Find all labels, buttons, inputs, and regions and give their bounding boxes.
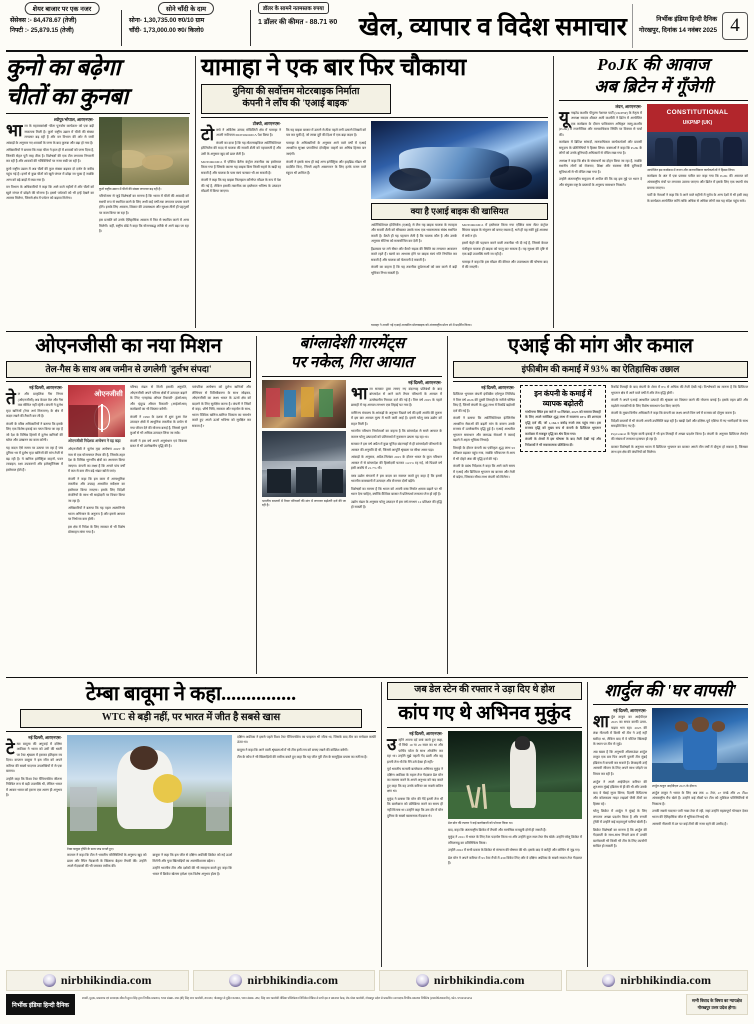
sensex-value: सेंसेक्स :- 84,478.67 (तेजी) [10,17,77,24]
pojk-headline-line1: PoJK की आवाज [597,55,710,74]
ai-demand-headline: एआई की मांग और कमाल [508,335,693,357]
garments-factory-photo [262,431,346,497]
ai-sidebox-title-line2: व्यापक बढ़ोतरी [542,398,584,408]
yamaha-ai-box-column-2: MOTOROiD:Λ में इस्तेमाल किया गया एक्टिव मास सेंटर कंट्रोल सिस्टम बाइक के संतुलन को बनाए रखता है, भले ही वह रुकी हुई अवस्था में क्यों न हो। इसमें चेहरे की पहचान करने वाली तकनीक भी दी गई है, जिससे केवल पंजीकृत चालक ही बाइक को चालू कर सकता है। यह सुरक्षा की दृष्टि से एक बड़ी उपलब्धि मानी जा रही है। यामाहा ने कहा कि इस मॉडल की कीमत और उपलब्धता की घोषणा बाद में की जाएगी। [462,222,548,270]
article-ongc [6,336,251,674]
article-yamaha [201,56,548,328]
nifty-value: निफ्टी :- 25,879.15 (तेजी) [10,27,74,35]
bavuma-dateline: नई दिल्ली, आरएनएस- [28,734,62,740]
footer-website-link[interactable] [566,970,749,991]
ongc-body-column-2: ओएनजीसी ओएनजीसी निदेशक अन्वेषण ने यह कहा ओएनजीसी ने 'दुर्लभ मृदा अन्वेषण 2025' के नाम से एक योजनागत तैयार की है, जिसके तहत देश के विभिन्न भूगर्भीय क्षेत्रों का अध्ययन किया जाएगा। कंपनी का लक्ष्य है कि अगले पांच वर्षों में कम से कम तीन बड़े भंडार खोजे जाएं। कंपनी ने कहा कि इस काम में अत्याधुनिक तकनीक और उपग्रह आधारित सर्वेक्षण का इस्तेमाल किया जाएगा। इसके लिए विदेशी कंपनियों के साथ भी साझेदारी पर विचार किया जा रहा है। अधिकारियों ने बताया कि यह पहल आत्मनिर्भर भारत अभियान के अनुरूप है और इससे आयात पर निर्भरता कम होगी। इस क्षेत्र में निवेश के लिए सरकार से भी विशेष प्रोत्साहन मांगा गया है। [68,385,125,674]
bavuma-photo-caption: टेम्बा बावूमा ट्रॉफी के साथ जश्न मनाते हुए। [67,846,114,851]
divider [195,56,196,328]
dale-steyn-subhead-box: जब डेल स्टेन की रफ्तार ने उड़ा दिए थे होश [387,682,582,700]
jurisdiction-note [686,994,748,1015]
ai-demand-highlight-box: इन कंपनी के कमाई में व्यापक बढ़ोतरी गांधीनगर स्थित इस फर्म ने 30 सितंबर, 2025 को समाप्त तिमाही के लिए अपने समेकित शुद्ध लाभ में सालाना 93% की शानदार वृद्धि दर्ज की, जो 1,164.3 करोड़ रुपये तक पहुंच गया। इस राजस्व वृद्धि को मुख्य रूप से कंपनी के डिजिटल भुगतान कारोबार में मजबूत वृद्धि का श्रेय दिया गया। कंपनी के शेयरों में इस घोषणा के बाद तेजी देखी गई और निवेशकों ने भी सकारात्मक प्रतिक्रिया दी। [520,385,606,452]
dale-steyn-photo [448,731,582,819]
footer-website-link[interactable] [379,970,562,991]
ongc-logo-text: ओएनजीसी [94,390,123,399]
shardul-headline: शार्दुल की 'घर वापसी' [604,681,737,700]
kuno-headline-line1: कुनो का बढ़ेगा [6,55,121,80]
dollar-pill-label: डॉलर के सामने नतमस्तक रुपया [258,2,329,14]
page-number: 4 [722,12,748,40]
divider [256,336,257,674]
dale-steyn-headline: कांप गए थे अभिनव मुकुंद [398,702,571,724]
dale-steyn-body-column-1: नई दिल्ली, आरएनएस- उन्होंने अपना दर्द बयां करते हुए कहा, 'मैं सिर्फ 19 या 20 साल का था और पार्थिव पटेल के साथ ओपनिंग कर रहा था। उन्होंने मुझे पहली गेंद डाली और वह इतनी तेज थी कि मैंने उसे देखा ही नहीं।' पूर्व भारतीय सलामी बल्लेबाज अभिनव मुकुंद ने दक्षिण अफ्रीका के महान तेज गेंदबाज डेल स्टेन का सामना करने के अपने अनुभव को याद करते हुए कहा कि वह उनके करियर का सबसे कठिन क्षण था। मुकुंद ने बताया कि स्टेन की गेंदें इतनी तेज थीं कि बल्लेबाज को प्रतिक्रिया करने का समय ही नहीं मिलता था। उन्होंने कहा कि उस दौर में स्टेन दुनिया के सबसे खतरनाक गेंदबाज थे। [387,730,443,818]
yamaha-body-column-1: टोक्यो, आरएनएस- टोक्यो ने अर्विशेष उत्पाद मोबिलिटी क्षेत्र में यामाहा ने अपनी नवीनतम MOTOROiD:Λ पेश किया है। कंपनी का दावा है कि यह मोटरसाइकिल आर्टिफिशियल इंटेलिजेंस की मदद से चालक की सवारी शैली को पहचानती है और उसी के अनुसार खुद को ढाल लेती है। MOTOROiD:Λ में एक्टिव बैलेंस कंट्रोल तकनीक का इस्तेमाल किया गया है जिसके कारण यह बाइक बिना किसी सहारे के खड़ी रह सकती है और चालक के पास स्वयं चलकर भी आ सकती है। कंपनी ने कहा कि यह बाइक फिलहाल कॉन्सेप्ट मॉडल के रूप में पेश की गई है, लेकिन इसकी तकनीक का इस्तेमाल भविष्य के उत्पादन मॉडलों में किया जाएगा। [201,120,281,194]
kuno-body-column-2: कुनो राष्ट्रीय उद्यान में चीतों की संख्या लगातार बढ़ रही है। परियोजना से जुड़े विशेषज्ञों का मानना है कि भारत में चीतों की आबादी को स्थायी रूप से स्थापित करने के लिए अभी कई वर्षों तक लगातार प्रयास करने होंगे। इसके लिए आवास, शिकार की उपलब्धता और सुरक्षा तीनों ही पहलुओं पर काम किया जा रहा है। इस प्रजाति को उनके ऐतिहासिक आवास में फिर से स्थापित करने में अगर मिलेगी। वहीं, राष्ट्रीय बोर्ड ने कहा कि योजनाबद्ध तरीके से आगे बढ़ा जा रहा है। [99,117,189,328]
pojk-headline-line2: अब ब्रिटेन में गूँजेगी [594,76,713,96]
footer-url-text: nirbhikindia.com [620,973,712,987]
article-shardul [593,682,748,967]
ongc-dateline: नई दिल्ली, आरएनएस- [29,385,63,391]
garments-photo-caption: भारतीय बाजारों में तैयार परिधानों की मांग में लगातार बढ़ोतरी दर्ज की जा रही है। [262,498,346,508]
imprint-badge: निर्भीक इंडिया हिन्दी दैनिक [6,994,75,1015]
yamaha-bike-photo [371,121,548,199]
yamaha-dateline: टोक्यो, आरएनएस- [252,120,281,126]
article-pojk [559,56,748,328]
garments-media-column [262,380,346,674]
yamaha-ai-box-column-1: आर्टिफिशियल इंटेलिजेंस (एआई) से लैस यह बाइक चालक के व्यवहार और सवारी शैली को सीखकर उसके साथ एक भावनात्मक संबंध स्थापित करती है। बैठते ही यह पहचान लेती है कि चालक कौन है और उसके अनुसार सेटिंग्स को समायोजित कर देती है। हैंडलबार पर लगे सेंसर और कैमरे सड़क की स्थिति का लगातार आकलन करते रहते हैं। खतरे का आभास होने पर बाइक स्वयं गति नियंत्रित कर सकती है और चालक को चेतावनी दे सकती है। कंपनी का कहना है कि यह तकनीक दुर्घटनाओं को कम करने में बड़ी भूमिका निभा सकती है। [371,222,457,275]
pojk-photo [647,104,748,166]
divider [587,682,588,967]
bavuma-headline: टेम्बा बावूमा ने कहा............... [85,683,297,705]
garments-dropcap: भा [351,383,368,403]
divider [447,336,448,674]
band-bottom [6,682,748,967]
yamaha-subhead-box [201,84,391,114]
imprint-bar [6,994,748,1015]
footer-website-link[interactable] [6,970,189,991]
yamaha-ai-box-title: क्या है एआई बाइक की खासियत [371,203,548,220]
ongc-body-column-1: नई दिल्ली, आरएनएस- तेल और प्राकृतिक गैस निगम (ओएनजीसी) अब केवल तेल और गैस तक सीमित नहीं रहेगी। कंपनी ने दुर्लभ मृदा खनिजों (रेयर अर्थ मिनरल्स) के क्षेत्र में कदम रखने की तैयारी कर ली है। कंपनी के वरिष्ठ अधिकारियों ने बताया कि इसके लिए एक विशेष इकाई का गठन किया जा रहा है जो देश के विभिन्न हिस्सों में दुर्लभ खनिजों की खोज और उत्खनन का काम करेगी। यह कदम ऐसे समय पर उठाया जा रहा है जब दुनिया भर में दुर्लभ मृदा खनिजों की मांग तेजी से बढ़ रही है। ये खनिज इलेक्ट्रिक वाहनों, पवन टरबाइन, रक्षा उपकरणों और इलेक्ट्रॉनिक्स में इस्तेमाल होते हैं। [6,385,63,472]
footer-website-link[interactable] [193,970,376,991]
pojk-dateline: लंदन, आरएनएस- [615,103,642,109]
yamaha-dropcap: टो [201,124,214,144]
footer-website-strip [6,970,748,991]
masthead [6,4,748,52]
ongc-dropcap: ते [6,389,16,409]
divider [250,10,251,46]
divider [381,682,382,967]
jurisdiction-line2: गोरखपुर उत्तर प्रदेश होगा। [697,1004,737,1010]
article-garments [262,336,442,674]
kuno-photo-caption: कुनो राष्ट्रीय उद्यान में चीतों की संख्या लगातार बढ़ रही है। [99,187,162,192]
nirbhik-logo-icon [43,974,56,987]
shardul-photo-caption: शार्दुल ठाकुर आईपीएल 2025 के दौरान। [652,783,698,788]
pojk-body-column-1: लंदन, आरएनएस- यूनाइटेड कश्मीर पीपुल्स नेशनल पार्टी (UKPNP) के नेतृत्व में अध्यक्ष सरदार शौकत अली कश्मीरी ने ब्रिटेन में आयोजित एक कार्यक्रम के दौरान पाकिस्तान अधिकृत जम्मू-कश्मीर (PoJK) में राजनीतिक और मानवाधिकार स्थिति पर विस्तार से चर्चा की। कार्यक्रम में ब्रिटिश सांसदों, मानवाधिकार कार्यकर्ताओं और प्रवासी समुदाय के प्रतिनिधियों ने हिस्सा लिया। वक्ताओं ने कहा कि PoJK के लोगों को उनके बुनियादी अधिकारों से वंचित रखा गया है। अध्यक्ष ने कहा कि क्षेत्र के संसाधनों का दोहन किया जा रहा है, जबकि स्थानीय लोगों को रोजगार, शिक्षा और स्वास्थ्य जैसी बुनियादी सुविधाओं से भी वंचित रखा गया है। उन्होंने अंतरराष्ट्रीय समुदाय से अपील की कि वह इस मुद्दे पर ध्यान दे और संयुक्त राष्ट्र के प्रस्तावों के अनुरूप समाधान निकाले। [559,103,642,187]
yamaha-headline: यामाहा ने एक बार फिर चौकाया [201,55,467,81]
ai-demand-dateline: नई दिल्ली, आरएनएस- [481,385,515,391]
bavuma-subhead-box: WTC से बड़ी नहीं, पर भारत में जीत है सबसे खास [20,709,362,728]
ai-demand-body-column-1: नई दिल्ली, आरएनएस- डिजिटल भुगतान कंपनी इंफीबीम एवेन्यूज लिमिटेड ने वित्त वर्ष 2026 की दूसरी तिमाही के नतीजे घोषित किए हैं, जिनमें कंपनी के शुद्ध लाभ में रिकॉर्ड बढ़ोतरी दर्ज की गई है। कंपनी ने बताया कि आर्टिफिशियल इंटेलिजेंस आधारित सेवाओं की बढ़ती मांग के कारण उसके राजस्व में उल्लेखनीय वृद्धि हुई है। एआई आधारित भुगतान समाधान और क्लाउड सेवाओं ने कमाई बढ़ाने में अहम भूमिका निभाई। तिमाही के दौरान कंपनी का एकीकृत शुद्ध लाभ 93 प्रतिशत बढ़कर पहुंच गया, जबकि परिचालन से आय में भी दोहरे अंक की वृद्धि दर्ज की गई। कंपनी के प्रबंध निदेशक ने कहा कि आने वाले समय में एआई और डिजिटल भुगतान का बाजार और तेजी से बढ़ेगा, जिसका सीधा लाभ कंपनी को मिलेगा। [453,385,515,480]
shardul-dropcap: शा [593,711,609,731]
publication-name: निर्भीक इंडिया हिन्दी दैनिक [656,16,717,24]
shardul-dateline: नई दिल्ली, आरएनएस- [613,707,647,713]
bavuma-photo [67,735,232,845]
dale-steyn-dateline: नई दिल्ली, आरएनएस- [409,730,443,736]
pojk-dropcap: यू [559,107,569,127]
silver-rate: चाँदी- 1,73,000.00 रु0/ किलो0 [129,27,204,35]
pojk-body-column-2: CONSTITUTIONAL UKPNP (UK) आयोजित इस कार्यक्रम में राजन और मानवाधिकार कार्यकर्ताओं ने हिस्सा लिया। कार्यक्रम के अंत में एक प्रस्ताव पारित कर कहा गया कि PoJK की आवाज को अंतरराष्ट्रीय मंचों पर लगातार उठाया जाएगा और ब्रिटेन में इसके लिए एक स्थायी मंच बनाया जाएगा। पार्टी के नेताओं ने कहा कि वे आने वाले महीनों में यूरोप के अन्य देशों में भी इसी तरह के कार्यक्रम आयोजित करेंगे ताकि अधिक से अधिक लोगों तक यह संदेश पहुंच सके। [647,104,748,328]
kuno-dateline: श्योपुर/भोपाल, आरएनएस- [53,117,94,123]
bavuma-dropcap: टे [6,738,15,758]
imprint-text: स्वामी, मुद्रक, प्रकाशक एवं सम्पादक श्रीमती सुमन सिंह द्वारा निर्भीक प्रकाशन, भवन संख्या- 282 (बी) सिंह नगर कालोनी, रामनगर, गोरखपुर से मुद्रित कराकर, भवन संख्या- 282, सिंह नगर कालोनी मीडिया पब्लिकेशन लिमिटेड मीडिया से सभी इस व प्रकाशन केन्द्र, लेट-पोस्ट कालोनी, गोरखपुर प्रदेश से प्रकाशित। सम्पादक निर्भीक प्रकाशन लिमिटेड (ज्ञानप्रोफेशनसमीर), फोन- 9554545454 [82,996,473,1000]
divider [121,10,122,46]
dale-steyn-media-column: डेल स्टेन की रफ्तार ने कई बल्लेबाजों को परेशान किया था। बाद, कहा कि अंतरराष्ट्रीय क्रिकेट में तैयारी और मानसिक मजबूती दोनों ही जरूरी हैं। मुकुंद ने 2011 में भारत के लिए टेस्ट पदार्पण किया था और उन्होंने कुल सात टेस्ट मैच खेले। उन्होंने घरेलू क्रिकेट में तमिलनाडु का प्रतिनिधित्व किया। उन्होंने 2022 में सभी प्रकार के क्रिकेट से संन्यास की घोषणा की थी। इसके बाद वे कमेंट्री और कोचिंग से जुड़ गए। डेल स्टेन ने अपने करियर में 93 टेस्ट मैचों में 439 विकेट लिए और वे दक्षिण अफ्रीका के सबसे सफल तेज गेंदबाज हैं। [448,731,582,967]
footer-url-text: nirbhikindia.com [433,973,525,987]
ai-sidebox-title-line1: इन कंपनी के कमाई में [534,389,592,399]
place-and-date: गोरखपुर, दिनांक 14 नवंबर 2025 [638,27,717,34]
nirbhik-logo-icon [416,974,429,987]
kuno-dropcap: भा [6,121,23,141]
shardul-media-column: शार्दुल ठाकुर आईपीएल 2025 के दौरान। शार्दुल ठाकुर ने भारत के लिए अब तक 11 टेस्ट, 47 वनडे और 25 टी20 अंतरराष्ट्रीय मैच खेले हैं। उन्होंने कई मौकों पर टीम को मुश्किल परिस्थितियों से निकाला है। उनकी सबसे यादगार पारी गाबा टेस्ट में रही, जहां उन्होंने महत्वपूर्ण योगदान देकर भारत की ऐतिहासिक जीत में भूमिका निभाई थी। आगामी नीलामी में उन पर कई टीमों की नजर रहने की उम्मीद है। [652,708,748,967]
ongc-subhead-box: तेल-गैस के साथ अब जमीन से उगलेगी 'दुर्लभ संपदा' [6,361,251,378]
dollar-rate-value: 1 डॉलर की कीमत - 88.71 रु0 [258,19,338,26]
garments-headline-line2: पर नकेल, गिरा आयात [290,354,414,372]
ai-demand-sidebox-column [520,385,606,674]
footer-url-text: nirbhikindia.com [60,973,152,987]
page-title-text: खेल, व्यापार व विदेश समाचार [358,14,628,41]
garments-body-column: नई दिल्ली, आरएनएस- भारत सरकार द्वारा लगाए गए बंदरगाह प्रतिबंधों के बाद बांग्लादेश से आने वाले तैयार परिधानों के आयात में उल्लेखनीय गिरावट दर्ज की गई है। वित्त वर्ष 2025 के पहले छमाही में यह आयात लगभग एक तिहाई घट गया है। वाणिज्य मंत्रालय के आंकड़ों के अनुसार पिछले वर्ष की इसी अवधि की तुलना में इस बार आयात मूल्य में भारी कमी आई है। इससे घरेलू वस्त्र उद्योग को राहत मिली है। भारतीय परिधान निर्माताओं का कहना है कि बांग्लादेश से सस्ते आयात के कारण घरेलू उत्पादकों को प्रतिस्पर्धा में नुकसान उठाना पड़ रहा था। सरकार ने इस वर्ष अप्रैल में कुछ चुनिंदा बंदरगाहों से ही बांग्लादेशी परिधानों के आयात की अनुमति दी थी, जिससे आपूर्ति श्रृंखला पर सीधा असर पड़ा। आंकड़ों के अनुसार, अप्रैल-सितंबर 2025 के दौरान भारत के कुल परिधान आयात में से बांग्लादेश की हिस्सेदारी घटकर 14.5% रह गई, जो पिछले वर्ष इसी अवधि में 21.7% थी। वस्त्र उद्योग संगठनों ने इस कदम का स्वागत करते हुए कहा है कि इससे भारतीय कारखानों में उत्पादन और रोजगार दोनों बढ़ेंगे। विशेषज्ञों का मानना है कि भारत को अपनी वस्त्र निर्यात क्षमता बढ़ाने पर भी ध्यान देना चाहिए, क्योंकि वैश्विक बाजार में प्रतिस्पर्धा लगातार तेज हो रही है। उद्योग मंडल के अनुसार घरेलू उत्पादन में इस वर्ष लगभग 12 प्रतिशत की वृद्धि हो सकती है। [351,379,442,510]
nirbhik-logo-icon [229,974,242,987]
stock-market-widget [6,4,118,48]
garments-market-photo [262,380,346,428]
article-dale-steyn [387,682,582,967]
yamaha-subhead-line2: कंपनी ने लाँच की 'एआई बाइक' [242,99,350,110]
dale-steyn-dropcap: उ [387,734,397,754]
kuno-photo [99,117,189,185]
bavuma-body-column-3: दक्षिण अफ्रीका ने इससे पहले विश्व टेस्ट चैंपियनशिप का फाइनल भी जीता था, जिसके बाद टीम का मनोबल काफी ऊंचा था। बावूमा ने कहा कि आने वाली श्रृंखलाओं में भी टीम इसी लय को बनाए रखने की कोशिश करेगी। टीम के कोच ने भी खिलाड़ियों की तारीफ करते हुए कहा कि यह जीत पूरी टीम के सामूहिक प्रयास का नतीजा है। [237,734,376,760]
dale-steyn-photo-caption: डेल स्टेन की रफ्तार ने कई बल्लेबाजों को परेशान किया था। [448,820,513,825]
ongc-headline: ओएनजीसी का नया मिशन [35,335,222,357]
dollar-rate-widget [254,4,354,48]
nirbhik-logo-icon [602,974,615,987]
gold-silver-widget [125,4,247,48]
pojk-photo-caption: आयोजित इस कार्यक्रम में राजन और मानवाधिकार कार्यकर्ताओं ने हिस्सा लिया। [647,167,736,172]
bavuma-body-column-1: नई दिल्ली, आरएनएस- टेम्बा बावूमा की अगुवाई में दक्षिण अफ्रीका ने भारत को उसी की धरती पर टेस्ट श्रृंखला में हराकर इतिहास रच दिया। कप्तान बावूमा ने इस जीत को अपने करियर की सबसे यादगार उपलब्धियों में से एक बताया। उन्होंने कहा कि विश्व टेस्ट चैंपियनशिप जीतना निश्चित रूप से बड़ी उपलब्धि थी, लेकिन भारत में आकर भारत को हराना एक अलग ही अनुभव है। [6,734,62,798]
yamaha-media-column [371,121,548,328]
page-title [354,4,632,48]
yamaha-photo-caption: यामाहा ने अपनी नई एआई आधारित मोटरबाइक को अंतरराष्ट्रीय मोटर शो में प्रदर्शित किया। [371,323,472,328]
pojk-banner-text-1: CONSTITUTIONAL [666,108,729,116]
shardul-body-column-1: नई दिल्ली, आरएनएस- शार्दुल ठाकुर का आईपीएल 2025 का सफर काफी उतार-चढ़ाव भरा रहा। 2025 की लंबा नीलामी में किसी भी टीम ने उन्हें नहीं खरीदा था, लेकिन बाद में वे चोटिल खिलाड़ी के स्थान पर टीम से जुड़े। अब खबर है कि अनुभवी ऑलराउंडर शार्दुल ठाकुर एक बार फिर अपनी पुरानी टीम मुंबई इंडियंस में वापसी कर सकते हैं। फ्रेंचाइजी उन्हें आगामी सीजन के लिए अपने साथ जोड़ने पर विचार कर रही है। शार्दुल ने अपने आईपीएल करियर की शुरुआत मुंबई इंडियंस से ही की थी और उसके बाद वे चेन्नई सुपर किंग्स, दिल्ली कैपिटल्स और कोलकाता नाइट राइडर्स जैसी टीमों का हिस्सा रहे। घरेलू क्रिकेट में शार्दुल ने मुंबई के लिए लगातार अच्छा प्रदर्शन किया है और रणजी ट्रॉफी में उन्होंने कई महत्वपूर्ण पारियां खेली हैं। क्रिकेट विशेषज्ञों का मानना है कि शार्दुल की गेंदबाजी के साथ-साथ निचले क्रम में उनकी बल्लेबाजी भी किसी भी टीम के लिए उपयोगी साबित हो सकती है। [593,707,647,849]
bavuma-media-column: टेम्बा बावूमा ट्रॉफी के साथ जश्न मनाते हुए। कप्तान ने कहा कि टीम ने भारतीय परिस्थितियों के अनुरूप खुद को ढाला और स्पिन गेंदबाजी के खिलाफ बेहतर तैयारी की। उन्होंने अपने गेंदबाजों की भी जमकर तारीफ की। बावूमा ने कहा कि इस जीत से दक्षिण अफ्रीकी क्रिकेट को नई ऊर्जा मिलेगी और युवा खिलाड़ियों का आत्मविश्वास बढ़ेगा। उन्होंने भारतीय टीम और दर्शकों की भी सराहना करते हुए कहा कि भारत में क्रिकेट खेलना हमेशा एक विशेष अनुभव होता है। [67,735,232,968]
garments-headline-line1: बांग्लादेशी गारमेंट्स [299,335,405,352]
ai-demand-body-column-2: रिकॉर्ड तिमाही के बाद कंपनी के शेयर में 8% से अधिक की तेजी देखी गई। विश्लेषकों का मानना है कि डिजिटल भुगतान क्षेत्र में आने वाले वर्षों में और तेज वृद्धि होगी। कंपनी ने अपने एआई आधारित उत्पादों की श्रृंखला का विस्तार करने की योजना बनाई है। इसके तहत छोटे और मझोले व्यापारियों के लिए विशेष समाधान पेश किए जाएंगे। कंपनी के मुख्य वित्तीय अधिकारी ने कहा कि कंपनी का लक्ष्य अगले वित्त वर्ष में राजस्व को दोगुना करना है। विदेशी बाजारों में भी कंपनी अपनी उपस्थिति बढ़ा रही है। खाड़ी देशों और दक्षिण-पूर्व एशिया में नए भागीदारों के साथ समझौते किए गए हैं। PayCentral के नेतृत्व वाली इकाई ने भी इस तिमाही में अच्छा प्रदर्शन किया है। कंपनी के अनुसार डिजिटल लेनदेन की संख्या में लगातार इजाफा हो रहा है। बाजार विशेषज्ञों के अनुसार भारत में डिजिटल भुगतान का बाजार अगले तीन वर्षों में दोगुना हो सकता है, जिसका लाभ इस क्षेत्र की कंपनियों को मिलेगा। [611,385,748,455]
band-middle [6,336,748,674]
gold-silver-pill-label: सोने चाँदी के दाम [158,2,214,15]
footer-url-text: nirbhikindia.com [247,973,339,987]
ongc-body-column-4: पारंपरिक अन्वेषण को दुर्लभ खनिजों और लीथियम से विविधीकरण के साथ जोड़कर, ओएनजीसी का लक्ष्य भारत के ऊर्जा क्षेत्र को बदलने के लिए सुरक्षित करना है। कंपनी ने जिंकों से कहा, 'शीर्ष निधि, सरकार और सहयोग के साथ, भारत वैश्विक खनिज-खनिज विकास का समर्थन करते हुए अपने ऊर्जा भविष्य को सुरक्षित कर सकता है।' [192,385,251,428]
shardul-photo [652,708,748,782]
pojk-banner-text-2: UKPNP (UK) [682,119,713,126]
ongc-logo-photo [68,385,125,437]
band-top [6,56,748,328]
article-bavuma [6,682,376,967]
gold-rate: सोना- 1,30,735.00 रु0/10 ग्राम [129,17,205,24]
yamaha-body-column-2: कि यह बाइक बाजार में उतरने से ठीक पहले लगी उतारने शिखरों को पार कर चुकी है, जो लम्बा दूरी की दिशा में एक बड़ा कदम है। यामाहा के अधिकारियों के अनुसार आने वाले वर्षों में एआई आधारित सुरक्षा प्रणालियां दोपहिया वाहनों का अभिन्न हिस्सा बन जाएंगी। कंपनी ने इसके साथ ही कई अन्य इलेक्ट्रिक और हाइब्रिड मॉडल भी प्रदर्शित किए, जिनमें शहरी आवागमन के लिए हल्के वजन वाले स्कूटर भी शामिल हैं। [286,127,366,175]
stock-market-pill-label: शेयर बाजार पर एक नजर [25,2,100,15]
kuno-headline-line2: चीतों का कुनबा [6,84,128,110]
article-kuno [6,56,190,328]
divider [553,56,554,328]
kuno-body-column-1: श्योपुर/भोपाल, आरएनएस- भारत के महत्वाकांक्षी 'चीता पुनर्वास कार्यक्रम' को एक बड़ी सफलता मिली है। कुनो राष्ट्रीय उद्यान में चीतों की संख्या लगातार बढ़ रही है और वन विभाग की ओर से जारी आंकड़ों के अनुसार नए शावकों के जन्म के बाद कुनबा और बड़ा हो गया है। अधिकारियों ने बताया कि मादा चीता ने हाल ही में शावकों को जन्म दिया है, जिनकी सेहत पूरी तरह ठीक है। विशेषज्ञों की एक टीम लगातार निगरानी कर रही है और शावकों की गतिविधियों पर नजर रखी जा रही है। कुनो राष्ट्रीय उद्यान में अब चीतों की कुल संख्या बढ़कर दो दर्जन के करीब पहुंच गई है। इनमें से कुछ चीतों को खुले जंगल में छोड़ा जा चुका है जबकि अन्य को बड़े बाड़ों में रखा गया है। वन विभाग के अधिकारियों ने कहा कि आने वाले महीनों में और चीतों को खुले जंगल में छोड़ने की योजना है। इससे पर्यटकों को भी इन्हें देखने का अवसर मिलेगा, जिससे क्षेत्र में पर्यटन को बढ़ावा मिलेगा। [6,117,94,201]
ongc-body-column-3: परिषद मंडल से मिली इसकी अनुमति, ओएनजीसी अपने परिसर क्षेत्रों में उत्पादन बढ़ाने के लिए 'एनहांस्ड ऑयल रिकवरी' (ईओआर) और 'इंप्रूव्ड ऑयल रिकवरी' (आईओआर) कार्यक्रमों का भी विस्तार करेगी। कंपनी ने 1990 के दशक में शुरू हुआ तेल उत्पादन क्षेत्रों में आधुनिक तकनीक के प्रयोग से नया जीवन देने की योजना बनाई है, जिससे पुराने कुओं से भी अधिक उत्पादन लिया जा सके। कंपनी ने इस वर्ष अपने अनुसंधान एवं विकास बजट में भी उल्लेखनीय वृद्धि की है। [130,385,188,449]
yamaha-subhead-line1: दुनिया की सर्वोत्तम मोटरबाइक निर्माता [232,87,360,98]
jurisdiction-line1: सभी विवाद के विषय का न्यायक्षेत्र [692,998,742,1003]
publication-info [632,4,748,48]
article-ai-demand [453,336,748,674]
ai-demand-subhead-box: इंफीबीम की कमाई में 93% का ऐतिहासिक उछाल [453,361,748,378]
garments-dateline: नई दिल्ली, आरएनएस- [408,379,442,385]
